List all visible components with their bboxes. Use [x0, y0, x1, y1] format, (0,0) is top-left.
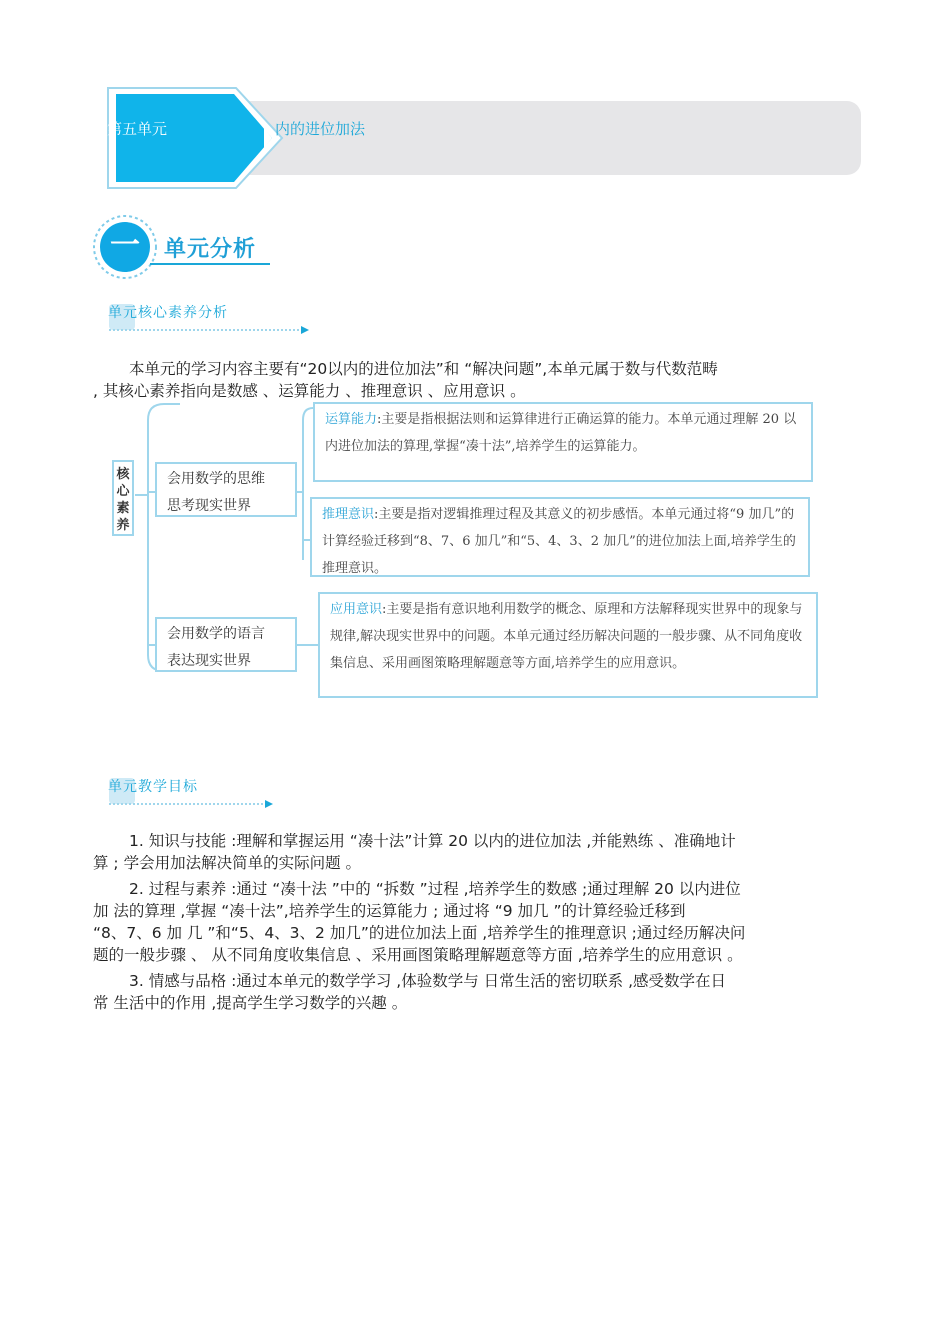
section-title: 单元分析 [164, 237, 257, 262]
box-text: :主要是指对逻辑推理过程及其意义的初步感悟。本单元通过将“9 加几”的计算经验迁移到“8、7、6 加几”和“5、4、3、2 加几”的进位加法上面,培养学生的推理意识。 [322, 507, 796, 576]
goal-1 [93, 830, 863, 874]
intro-line: , 其核心素养指向是数感 、运算能力 、推理意识 、应用意识 。 [93, 382, 526, 400]
box-keyword: 运算能力 [325, 412, 378, 427]
think-node-line: 会用数学的思维 [167, 471, 265, 487]
goal-3 [93, 970, 863, 1014]
goal-line: 1. 知识与技能 :理解和掌握运用 “凑十法”计算 20 以内的进位加法 ,并能熟练 、准确地计 [129, 832, 736, 850]
goal-line: 题的一般步骤 、 从不同角度收集信息 、采用画图策略理解题意等方面 ,培养学生的应用意识 。 [93, 946, 743, 964]
unit-label: 第五单元 [107, 120, 168, 138]
goal-line: 算 ; 学会用加法解决简单的实际问题 。 [93, 854, 362, 872]
intro-paragraph [93, 358, 863, 402]
subhead-teaching-goals: 单元教学目标 [108, 779, 198, 795]
goal-line: 2. 过程与素养 :通过 “凑十法 ”中的 “拆数 ”过程 ,培养学生的数感 ;通过理解 20 以内进位 [129, 880, 741, 898]
section-number: 一 [110, 228, 140, 263]
box-reasoning [310, 497, 810, 577]
box-application [318, 592, 818, 698]
express-node-line: 会用数学的语言 [167, 626, 265, 642]
goal-2 [93, 878, 863, 966]
express-node-line: 表达现实世界 [167, 653, 251, 669]
unit-title: 内的进位加法 [275, 120, 366, 138]
box-keyword: 应用意识 [330, 602, 383, 617]
box-text: :主要是指有意识地利用数学的概念、原理和方法解释现实世界中的现象与规律,解决现实世界中的问题。本单元通过经历解决问题的一般步骤、从不同角度收集信息、采用画图策略理解题意等方面,培养学生的应用意识。 [330, 602, 803, 671]
goal-line: 加 法的算理 ,掌握 “凑十法”,培养学生的运算能力 ; 通过将 “9 加几 ”的计算经验迁移到 [93, 902, 686, 920]
think-node-line: 思考现实世界 [167, 498, 251, 514]
box-text: :主要是指根据法则和运算律进行正确运算的能力。本单元通过理解 20 以内进位加法的算理,掌握“凑十法”,培养学生的运算能力。 [325, 412, 797, 454]
box-keyword: 推理意识 [322, 507, 375, 522]
subhead-core-literacy: 单元核心素养分析 [108, 305, 228, 321]
core-literacy-label: 核心素养 [112, 460, 134, 536]
goal-line: 3. 情感与品格 :通过本单元的数学学习 ,体验数学与 日常生活的密切联系 ,感受数学在日 [129, 972, 727, 990]
express-node [155, 617, 297, 672]
box-computation [313, 402, 813, 482]
goal-line: “8、7、6 加 几 ”和“5、4、3、2 加几”的进位加法上面 ,培养学生的推理意识 ;通过经历解决问 [93, 924, 746, 942]
think-node [155, 462, 297, 517]
intro-line: 本单元的学习内容主要有“20以内的进位加法”和 “解决问题”,本单元属于数与代数范畴 [129, 360, 718, 378]
goal-line: 常 生活中的作用 ,提高学生学习数学的兴趣 。 [93, 994, 408, 1012]
